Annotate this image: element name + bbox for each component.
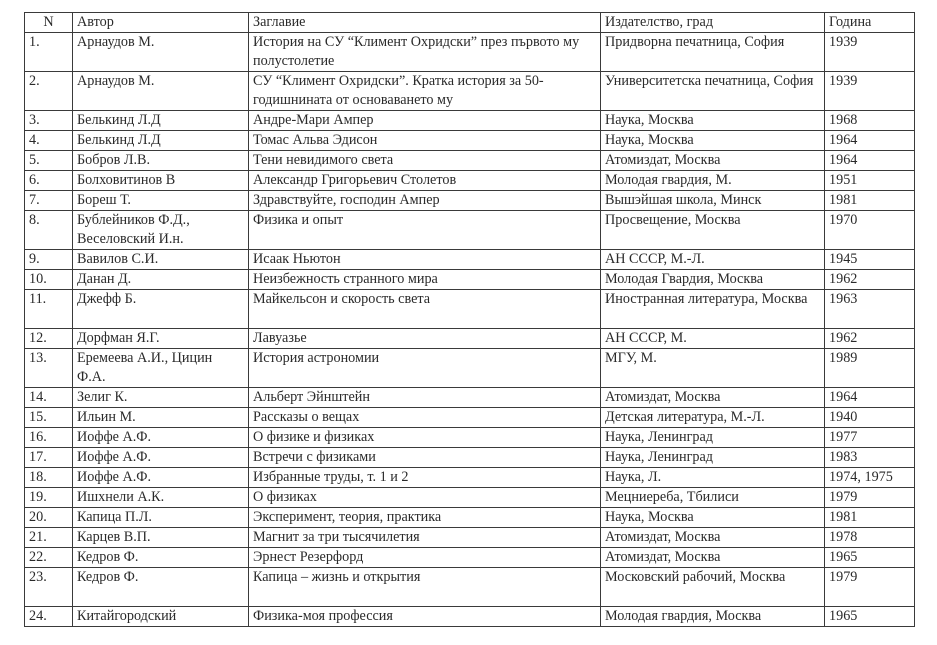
table-header-row [25, 13, 915, 33]
cell-year: 1979 [825, 488, 915, 508]
cell-number: 5. [25, 151, 73, 171]
cell-year: 1945 [825, 250, 915, 270]
cell-year: 1939 [825, 33, 915, 72]
header-author: Автор [73, 13, 249, 33]
table-row [25, 349, 915, 388]
cell-publisher: Наука, Москва [601, 131, 825, 151]
cell-title: Александр Григорьевич Столетов [249, 171, 601, 191]
table-row [25, 111, 915, 131]
cell-year: 1965 [825, 548, 915, 568]
cell-author: Вавилов С.И. [73, 250, 249, 270]
cell-title: Эксперимент, теория, практика [249, 508, 601, 528]
cell-author: Дорфман Я.Г. [73, 329, 249, 349]
table-row [25, 488, 915, 508]
cell-title: Исаак Ньютон [249, 250, 601, 270]
cell-publisher: Молодая гвардия, М. [601, 171, 825, 191]
cell-year: 1979 [825, 568, 915, 607]
table-row [25, 131, 915, 151]
cell-number: 10. [25, 270, 73, 290]
cell-number: 23. [25, 568, 73, 607]
cell-publisher: Наука, Ленинград [601, 448, 825, 468]
table-row [25, 528, 915, 548]
cell-year: 1983 [825, 448, 915, 468]
cell-publisher: Мецниереба, Тбилиси [601, 488, 825, 508]
cell-year: 1940 [825, 408, 915, 428]
cell-author: Белькинд Л.Д [73, 131, 249, 151]
cell-year: 1962 [825, 329, 915, 349]
cell-publisher: Молодая Гвардия, Москва [601, 270, 825, 290]
cell-year: 1970 [825, 211, 915, 250]
header-year: Година [825, 13, 915, 33]
cell-title: Майкельсон и скорость света [249, 290, 601, 329]
cell-year: 1974, 1975 [825, 468, 915, 488]
cell-author: Арнаудов М. [73, 72, 249, 111]
cell-title: Лавуазье [249, 329, 601, 349]
cell-author: Ильин М. [73, 408, 249, 428]
cell-number: 12. [25, 329, 73, 349]
cell-author: Зелиг К. [73, 388, 249, 408]
cell-publisher: Просвещение, Москва [601, 211, 825, 250]
cell-publisher: Московский рабочий, Москва [601, 568, 825, 607]
cell-title: Андре-Мари Ампер [249, 111, 601, 131]
cell-author: Еремеева А.И., Цицин Ф.А. [73, 349, 249, 388]
cell-publisher: Молодая гвардия, Москва [601, 607, 825, 627]
table-row [25, 171, 915, 191]
cell-year: 1981 [825, 508, 915, 528]
cell-author: Болховитинов В [73, 171, 249, 191]
cell-title: Встречи с физиками [249, 448, 601, 468]
cell-author: Кедров Ф. [73, 568, 249, 607]
table-row [25, 607, 915, 627]
table-row [25, 270, 915, 290]
cell-author: Данан Д. [73, 270, 249, 290]
cell-year: 1964 [825, 388, 915, 408]
cell-year: 1977 [825, 428, 915, 448]
cell-author: Китайгородский [73, 607, 249, 627]
cell-author: Арнаудов М. [73, 33, 249, 72]
cell-year: 1978 [825, 528, 915, 548]
cell-publisher: Атомиздат, Москва [601, 528, 825, 548]
cell-year: 1962 [825, 270, 915, 290]
cell-year: 1964 [825, 131, 915, 151]
cell-author: Капица П.Л. [73, 508, 249, 528]
bibliography-table [24, 12, 915, 627]
cell-title: Капица – жизнь и открытия [249, 568, 601, 607]
table-row [25, 151, 915, 171]
cell-number: 7. [25, 191, 73, 211]
cell-author: Джефф Б. [73, 290, 249, 329]
cell-year: 1939 [825, 72, 915, 111]
cell-number: 24. [25, 607, 73, 627]
cell-number: 17. [25, 448, 73, 468]
table-row [25, 250, 915, 270]
cell-author: Иоффе А.Ф. [73, 468, 249, 488]
cell-author: Бублейников Ф.Д., Веселовский И.н. [73, 211, 249, 250]
cell-number: 2. [25, 72, 73, 111]
cell-year: 1951 [825, 171, 915, 191]
cell-number: 18. [25, 468, 73, 488]
cell-publisher: Наука, Москва [601, 508, 825, 528]
cell-year: 1968 [825, 111, 915, 131]
table-row [25, 290, 915, 329]
cell-publisher: Атомиздат, Москва [601, 151, 825, 171]
cell-author: Белькинд Л.Д [73, 111, 249, 131]
cell-year: 1965 [825, 607, 915, 627]
cell-publisher: Атомиздат, Москва [601, 548, 825, 568]
cell-title: Неизбежность странного мира [249, 270, 601, 290]
cell-title: Томас Альва Эдисон [249, 131, 601, 151]
cell-title: Альберт Эйнштейн [249, 388, 601, 408]
cell-author: Ишхнели А.К. [73, 488, 249, 508]
document-page [24, 12, 914, 627]
table-row [25, 548, 915, 568]
header-number: N [25, 13, 73, 33]
cell-year: 1963 [825, 290, 915, 329]
cell-publisher: Иностранная литература, Москва [601, 290, 825, 329]
cell-title: Физика и опыт [249, 211, 601, 250]
cell-number: 4. [25, 131, 73, 151]
cell-author: Иоффе А.Ф. [73, 428, 249, 448]
cell-title: История на СУ “Климент Охридски” през първото му полустолетие [249, 33, 601, 72]
table-body [25, 33, 915, 627]
table-row [25, 191, 915, 211]
cell-publisher: АН СССР, М.-Л. [601, 250, 825, 270]
cell-number: 20. [25, 508, 73, 528]
cell-title: Физика-моя профессия [249, 607, 601, 627]
table-row [25, 211, 915, 250]
cell-number: 8. [25, 211, 73, 250]
cell-number: 6. [25, 171, 73, 191]
cell-title: СУ “Климент Охридски”. Кратка история за 50-годишнината от основаването му [249, 72, 601, 111]
cell-publisher: АН СССР, М. [601, 329, 825, 349]
cell-number: 16. [25, 428, 73, 448]
cell-number: 1. [25, 33, 73, 72]
table-row [25, 428, 915, 448]
table-row [25, 408, 915, 428]
cell-title: Избранные труды, т. 1 и 2 [249, 468, 601, 488]
cell-year: 1964 [825, 151, 915, 171]
table-row [25, 388, 915, 408]
table-row [25, 468, 915, 488]
cell-title: Эрнест Резерфорд [249, 548, 601, 568]
table-row [25, 329, 915, 349]
cell-title: О физике и физиках [249, 428, 601, 448]
table-row [25, 568, 915, 607]
cell-number: 15. [25, 408, 73, 428]
cell-publisher: Атомиздат, Москва [601, 388, 825, 408]
cell-number: 3. [25, 111, 73, 131]
cell-publisher: Наука, Л. [601, 468, 825, 488]
cell-year: 1981 [825, 191, 915, 211]
table-row [25, 33, 915, 72]
cell-number: 22. [25, 548, 73, 568]
cell-author: Бобров Л.В. [73, 151, 249, 171]
cell-title: О физиках [249, 488, 601, 508]
table-row [25, 448, 915, 468]
cell-publisher: Придворна печатница, София [601, 33, 825, 72]
cell-number: 14. [25, 388, 73, 408]
cell-number: 11. [25, 290, 73, 329]
cell-number: 19. [25, 488, 73, 508]
cell-publisher: Детская литература, М.-Л. [601, 408, 825, 428]
cell-author: Бореш Т. [73, 191, 249, 211]
header-title: Заглавие [249, 13, 601, 33]
cell-publisher: МГУ, М. [601, 349, 825, 388]
table-row [25, 72, 915, 111]
cell-title: Здравствуйте, господин Ампер [249, 191, 601, 211]
cell-author: Кедров Ф. [73, 548, 249, 568]
cell-publisher: Наука, Москва [601, 111, 825, 131]
cell-title: Магнит за три тысячилетия [249, 528, 601, 548]
cell-publisher: Наука, Ленинград [601, 428, 825, 448]
cell-title: История астрономии [249, 349, 601, 388]
cell-publisher: Вышэйшая школа, Минск [601, 191, 825, 211]
header-publisher: Издателство, град [601, 13, 825, 33]
cell-number: 21. [25, 528, 73, 548]
cell-title: Рассказы о вещах [249, 408, 601, 428]
cell-title: Тени невидимого света [249, 151, 601, 171]
cell-number: 9. [25, 250, 73, 270]
cell-publisher: Университетска печатница, София [601, 72, 825, 111]
table-row [25, 508, 915, 528]
cell-author: Иоффе А.Ф. [73, 448, 249, 468]
cell-author: Карцев В.П. [73, 528, 249, 548]
cell-number: 13. [25, 349, 73, 388]
cell-year: 1989 [825, 349, 915, 388]
